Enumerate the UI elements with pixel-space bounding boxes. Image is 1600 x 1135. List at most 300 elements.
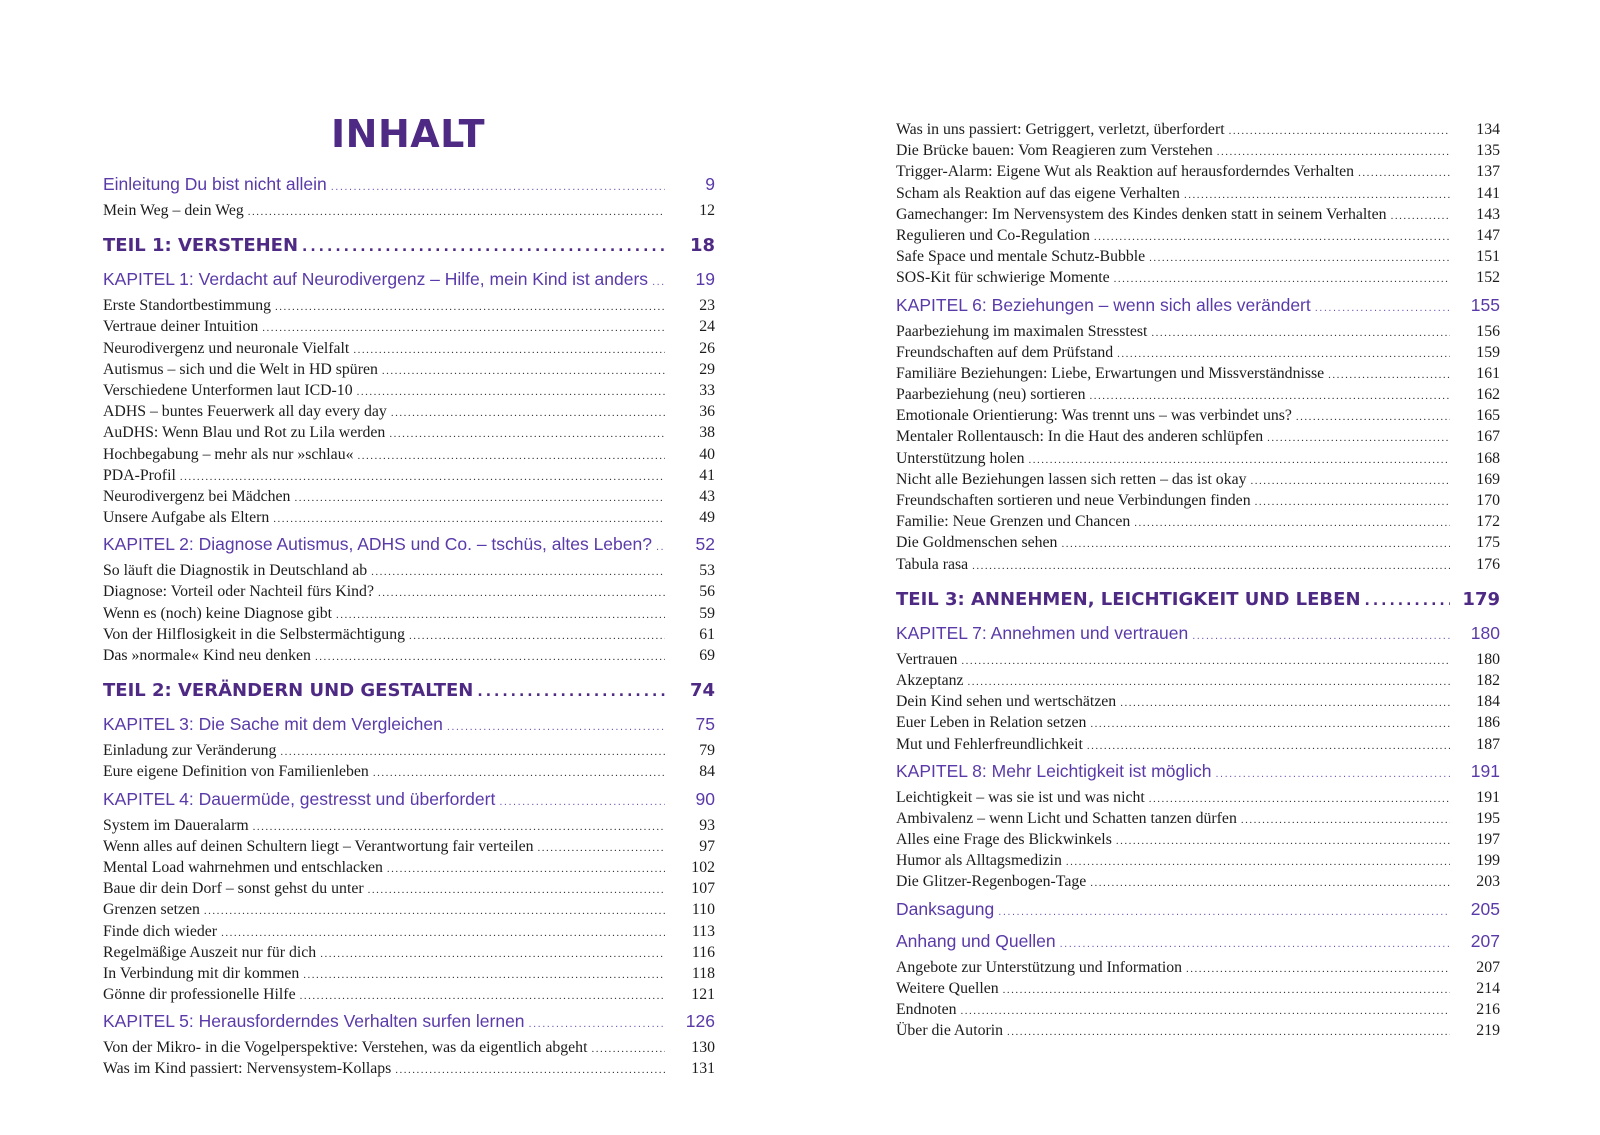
- page-number: 9: [705, 174, 715, 194]
- dot-leader: [353, 344, 665, 356]
- dot-leader: [1007, 1026, 1450, 1038]
- page-number: 130: [691, 1039, 715, 1057]
- toc-entry-title: Freundschaften sortieren und neue Verbindungen finden: [896, 492, 1251, 509]
- page-number: 156: [1476, 322, 1500, 340]
- toc-chapter-heading: [896, 291, 1500, 323]
- toc-entry-title: System im Daueralarm: [103, 816, 249, 834]
- dot-leader: [529, 1018, 665, 1030]
- toc-chapter-heading: [896, 619, 1500, 651]
- page-number: 179: [1462, 588, 1500, 610]
- dot-leader: [382, 365, 665, 377]
- toc-entry-title: Ambivalenz – wenn Licht und Schatten tanzen dürfen: [896, 809, 1237, 827]
- page-number: 143: [1476, 205, 1500, 223]
- toc-entry-title: Anhang und Quellen: [896, 930, 1056, 951]
- toc-chapter-heading: [896, 895, 1500, 927]
- page-number: 69: [699, 647, 715, 664]
- toc-entry: [896, 980, 1500, 1001]
- toc-entry-title: Paarbeziehung (neu) sortieren: [896, 386, 1086, 404]
- dot-leader: [1114, 273, 1450, 285]
- toc-entry: [896, 121, 1500, 142]
- toc-entry: [896, 471, 1500, 492]
- toc-entry-title: Trigger-Alarm: Eigene Wut als Reaktion auf herausforderndes Verhalten: [896, 163, 1355, 181]
- toc-entry-title: Einladung zur Veränderung: [103, 742, 277, 760]
- dot-leader: [652, 276, 665, 288]
- dot-leader: [591, 1043, 665, 1055]
- page-number: 172: [1476, 513, 1500, 531]
- toc-entry: [896, 407, 1500, 428]
- toc-entry: [103, 297, 715, 318]
- toc-entry: [896, 714, 1500, 735]
- toc-entry-title: So läuft die Diagnostik in Deutschland ab: [103, 562, 368, 580]
- dot-leader: [395, 1064, 665, 1076]
- toc-entry: [103, 202, 715, 223]
- toc-entry-title: Tabula rasa: [896, 555, 969, 573]
- toc-entry-title: KAPITEL 5: Herausforderndes Verhalten surfen lernen: [103, 1011, 525, 1032]
- toc-entry-title: TEIL 3: ANNEHMEN, LEICHTIGKEIT UND LEBEN: [896, 588, 1361, 610]
- toc-entry-title: Gamechanger: Im Nervensystem des Kindes denken statt in seinem Verhalten: [896, 205, 1387, 223]
- dot-leader: [961, 655, 1450, 667]
- page-number: 23: [699, 297, 715, 315]
- dot-leader: [1328, 369, 1450, 381]
- page-number: 216: [1476, 1001, 1500, 1018]
- dot-leader: [1229, 125, 1450, 137]
- toc-entry-title: Vertrauen: [896, 650, 958, 668]
- toc-entry: [103, 763, 715, 784]
- dot-leader: [1090, 877, 1450, 889]
- dot-leader: [204, 905, 665, 917]
- toc-entry: [896, 810, 1500, 831]
- page-number: 29: [699, 360, 715, 378]
- page-number: 126: [685, 1011, 715, 1032]
- page-number: 199: [1476, 852, 1500, 870]
- page-number: 97: [699, 837, 715, 855]
- toc-entry-title: Die Glitzer-Regenbogen-Tage: [896, 873, 1087, 891]
- toc-entry-title: KAPITEL 1: Verdacht auf Neurodivergenz – Hilfe, mein Kind ist anders: [103, 269, 649, 290]
- page-number: 19: [695, 269, 715, 290]
- toc-entry-title: Paarbeziehung im maximalen Stresstest: [896, 322, 1148, 340]
- toc-entry: [896, 736, 1500, 757]
- toc-entry: [896, 672, 1500, 693]
- toc-entry: [896, 873, 1500, 894]
- toc-entry-title: Nicht alle Beziehungen lassen sich retten – das ist okay: [896, 470, 1247, 488]
- toc-entry: [103, 605, 715, 626]
- toc-entry-title: Scham als Reaktion auf das eigene Verhalten: [896, 184, 1180, 202]
- page-number: 176: [1476, 555, 1500, 573]
- page-number: 52: [695, 534, 715, 555]
- page-number: 121: [691, 986, 715, 1004]
- dot-leader: [1251, 475, 1450, 487]
- toc-entry: [103, 880, 715, 901]
- dot-leader: [1365, 593, 1450, 609]
- toc-entry-title: Unsere Aufgabe als Eltern: [103, 509, 270, 527]
- page-number: 165: [1476, 407, 1500, 425]
- toc-entry-title: Das »normale« Kind neu denken: [103, 647, 311, 664]
- toc-entry-title: Mentaler Rollentausch: In die Haut des anderen schlüpfen: [896, 428, 1264, 446]
- page-number: 116: [691, 943, 715, 961]
- toc-entry: [896, 450, 1500, 471]
- page-number: 159: [1476, 343, 1500, 361]
- page-number: 84: [699, 763, 715, 781]
- dot-leader: [1090, 718, 1450, 730]
- page-number: 43: [699, 487, 715, 505]
- page-number: 184: [1476, 693, 1500, 711]
- page-number: 56: [699, 583, 715, 601]
- page-number: 74: [689, 680, 715, 702]
- toc-entry-title: Akzeptanz: [896, 671, 964, 689]
- page-number: 175: [1476, 534, 1500, 552]
- page-number: 141: [1476, 184, 1500, 202]
- toc-entry: [896, 386, 1500, 407]
- toc-entry-title: Neurodivergenz bei Mädchen: [103, 487, 291, 505]
- dot-leader: [1358, 167, 1450, 179]
- toc-part-heading: [103, 223, 715, 265]
- dot-leader: [1267, 432, 1450, 444]
- toc-entry-title: PDA-Profil: [103, 466, 176, 484]
- toc-entry-title: Neurodivergenz und neuronale Vielfalt: [103, 339, 350, 357]
- page-number: 33: [699, 381, 715, 399]
- page-number: 170: [1476, 492, 1500, 509]
- toc-entry: [896, 365, 1500, 386]
- page-number: 203: [1476, 873, 1500, 891]
- toc-entry-title: Die Brücke bauen: Vom Reagieren zum Verstehen: [896, 142, 1213, 160]
- dot-leader: [409, 630, 665, 642]
- toc-entry-title: TEIL 1: VERSTEHEN: [103, 235, 299, 257]
- toc-entry-title: Vertraue deiner Intuition: [103, 318, 259, 336]
- toc-entry: [896, 1001, 1500, 1022]
- toc-entry: [103, 1060, 715, 1081]
- dot-leader: [302, 239, 665, 255]
- toc-entry: [103, 361, 715, 382]
- dot-leader: [998, 906, 1450, 918]
- toc-entry-title: TEIL 2: VERÄNDERN UND GESTALTEN: [103, 680, 474, 702]
- toc-entry: [896, 1022, 1500, 1043]
- page-number: 169: [1476, 470, 1500, 488]
- dot-leader: [968, 676, 1450, 688]
- toc-entry-title: Mut und Fehlerfreundlichkeit: [896, 735, 1083, 753]
- toc-entry-title: Einleitung Du bist nicht allein: [103, 174, 327, 194]
- dot-leader: [1134, 517, 1450, 529]
- page-number: 49: [699, 509, 715, 527]
- toc-entry-title: Über die Autorin: [896, 1022, 1004, 1040]
- toc-entry-title: Eure eigene Definition von Familienleben: [103, 763, 369, 781]
- page-number: 162: [1476, 386, 1500, 404]
- dot-leader: [358, 450, 666, 462]
- toc-entry: [896, 534, 1500, 555]
- toc-entry: [103, 901, 715, 922]
- toc-entry-title: Von der Hilflosigkeit in die Selbstermächtigung: [103, 625, 405, 643]
- page-number: 53: [699, 562, 715, 580]
- toc-entry-title: KAPITEL 7: Annehmen und vertrauen: [896, 622, 1189, 643]
- dot-leader: [1060, 938, 1450, 950]
- dot-leader: [387, 863, 665, 875]
- dot-leader: [1391, 210, 1450, 222]
- toc-entry: [103, 986, 715, 1007]
- toc-entry-title: Wenn es (noch) keine Diagnose gibt: [103, 604, 333, 622]
- toc-entry-title: Danksagung: [896, 898, 995, 919]
- toc-chapter-heading: [103, 785, 715, 817]
- page-number: 180: [1476, 650, 1500, 668]
- page-number: 26: [699, 339, 715, 357]
- toc-entry-title: Regelmäßige Auszeit nur für dich: [103, 943, 317, 961]
- toc-entry: [896, 248, 1500, 269]
- toc-entry: [896, 789, 1500, 810]
- toc-entry: [896, 323, 1500, 344]
- toc-entry: [103, 626, 715, 647]
- page-number: 118: [691, 964, 715, 982]
- dot-leader: [447, 721, 665, 733]
- page-number: 107: [691, 880, 715, 898]
- dot-leader: [336, 609, 665, 621]
- toc-entry-title: Von der Mikro- in die Vogelperspektive: Verstehen, was da eigentlich abgeht: [103, 1039, 588, 1057]
- dot-leader: [1117, 348, 1450, 360]
- page-number: 18: [689, 235, 715, 257]
- toc-entry: [896, 556, 1500, 577]
- toc-entry-title: ADHS – buntes Feuerwerk all day every day: [103, 403, 387, 421]
- toc-entry-title: AuDHS: Wenn Blau und Rot zu Lila werden: [103, 424, 386, 442]
- page-number: 168: [1476, 449, 1500, 467]
- dot-leader: [303, 969, 665, 981]
- page-number: 41: [699, 466, 715, 484]
- toc-entry-title: Verschiedene Unterformen laut ICD-10: [103, 381, 353, 399]
- toc-entry-title: Die Goldmenschen sehen: [896, 534, 1058, 552]
- page-number: 152: [1476, 269, 1500, 287]
- toc-entry-title: Finde dich wieder: [103, 922, 218, 940]
- dot-leader: [499, 796, 665, 808]
- toc-entry: [103, 467, 715, 488]
- dot-leader: [378, 587, 665, 599]
- dot-leader: [1087, 740, 1450, 752]
- dot-leader: [368, 884, 665, 896]
- page-number: 135: [1476, 142, 1500, 160]
- dot-leader: [1003, 984, 1450, 996]
- dot-leader: [373, 767, 665, 779]
- page-number: 24: [699, 318, 715, 336]
- page-number: 102: [691, 858, 715, 876]
- page-number: 38: [699, 424, 715, 442]
- dot-leader: [1184, 189, 1450, 201]
- dot-leader: [1315, 302, 1450, 314]
- dot-leader: [248, 206, 665, 218]
- toc-chapter-heading: [896, 757, 1500, 789]
- page-title: INHALT: [331, 112, 485, 156]
- toc-entry: [896, 831, 1500, 852]
- page-number: 155: [1470, 294, 1500, 315]
- dot-leader: [1116, 835, 1450, 847]
- toc-entry: [103, 340, 715, 361]
- page-number: 40: [699, 445, 715, 463]
- toc-entry-title: KAPITEL 4: Dauermüde, gestresst und überfordert: [103, 788, 496, 809]
- toc-entry: [103, 647, 715, 668]
- dot-leader: [300, 990, 665, 1002]
- dot-leader: [262, 322, 665, 334]
- toc-chapter-heading: [896, 927, 1500, 959]
- toc-entry: [103, 403, 715, 424]
- page-number: 90: [695, 788, 715, 809]
- toc-entry-title: Autismus – sich und die Welt in HD spüren: [103, 360, 378, 378]
- page-number: 75: [695, 714, 715, 735]
- toc-entry-title: Regulieren und Co-Regulation: [896, 226, 1090, 244]
- toc-entry: [896, 163, 1500, 184]
- toc-chapter-heading: [103, 1007, 715, 1039]
- dot-leader: [273, 513, 665, 525]
- dot-leader: [1255, 496, 1450, 508]
- page-number: 12: [699, 202, 715, 219]
- toc-entry: [896, 227, 1500, 248]
- dot-leader: [320, 948, 665, 960]
- toc-entry: [103, 944, 715, 965]
- page-number: 205: [1470, 898, 1500, 919]
- toc-entry-title: Was in uns passiert: Getriggert, verletzt, überfordert: [896, 121, 1225, 138]
- toc-entry: [103, 965, 715, 986]
- page-number: 186: [1476, 714, 1500, 732]
- toc-entry-title: Mein Weg – dein Weg: [103, 202, 244, 219]
- page-number: 187: [1476, 735, 1500, 753]
- toc-entry: [103, 488, 715, 509]
- page-number: 191: [1470, 760, 1500, 781]
- toc-left-column: [103, 174, 715, 1082]
- dot-leader: [1217, 146, 1450, 158]
- dot-leader: [1120, 697, 1450, 709]
- dot-leader: [961, 1005, 1450, 1017]
- dot-leader: [221, 927, 665, 939]
- toc-entry-title: Hochbegabung – mehr als nur »schlau«: [103, 445, 354, 463]
- toc-entry-title: Gönne dir professionelle Hilfe: [103, 986, 296, 1004]
- dot-leader: [331, 181, 665, 193]
- toc-entry: [896, 492, 1500, 513]
- dot-leader: [1066, 856, 1450, 868]
- toc-right-column: [896, 121, 1500, 1043]
- page-number: 36: [699, 403, 715, 421]
- toc-chapter-heading: [103, 530, 715, 562]
- page-number: 147: [1476, 226, 1500, 244]
- toc-entry: [896, 852, 1500, 873]
- page-number: 110: [691, 901, 715, 919]
- page-number: 219: [1476, 1022, 1500, 1040]
- dot-leader: [1089, 390, 1450, 402]
- page-number: 197: [1476, 831, 1500, 849]
- toc-entry-title: Emotionale Orientierung: Was trennt uns – was verbindet uns?: [896, 407, 1292, 425]
- page-number: 161: [1476, 364, 1500, 382]
- toc-entry-title: Freundschaften auf dem Prüfstand: [896, 343, 1114, 361]
- page-number: 131: [691, 1060, 715, 1078]
- toc-entry-title: Unterstützung holen: [896, 449, 1025, 467]
- toc-entry: [896, 142, 1500, 163]
- dot-leader: [294, 492, 665, 504]
- page-number: 214: [1476, 979, 1500, 997]
- toc-entry: [103, 318, 715, 339]
- dot-leader: [391, 407, 665, 419]
- toc-part-heading: [896, 577, 1500, 619]
- toc-entry: [103, 817, 715, 838]
- toc-entry-title: SOS-Kit für schwierige Momente: [896, 269, 1110, 287]
- page-number: 180: [1470, 622, 1500, 643]
- toc-entry-title: Mental Load wahrnehmen und entschlacken: [103, 858, 383, 876]
- toc-entry-title: KAPITEL 2: Diagnose Autismus, ADHS und Co. – tschüs, altes Leben?: [103, 534, 652, 555]
- toc-entry-title: Safe Space und mentale Schutz-Bubble: [896, 248, 1146, 266]
- toc-entry: [103, 838, 715, 859]
- page-number: 191: [1476, 788, 1500, 806]
- toc-entry-title: Grenzen setzen: [103, 901, 200, 919]
- toc-entry: [103, 742, 715, 763]
- toc-entry-title: Familie: Neue Grenzen und Chancen: [896, 513, 1131, 531]
- toc-entry: [103, 562, 715, 583]
- toc-entry-title: Was im Kind passiert: Nervensystem-Kollaps: [103, 1060, 392, 1078]
- toc-entry: [896, 513, 1500, 534]
- page-number: 93: [699, 816, 715, 834]
- page-number: 195: [1476, 809, 1500, 827]
- toc-entry: [103, 1039, 715, 1060]
- dot-leader: [280, 746, 665, 758]
- dot-leader: [275, 301, 665, 313]
- dot-leader: [253, 821, 665, 833]
- dot-leader: [538, 842, 665, 854]
- toc-chapter-heading: [103, 265, 715, 297]
- page-number: 207: [1470, 930, 1500, 951]
- toc-entry-title: KAPITEL 8: Mehr Leichtigkeit ist möglich: [896, 760, 1212, 781]
- dot-leader: [477, 684, 665, 700]
- dot-leader: [1151, 327, 1450, 339]
- toc-entry-title: Humor als Alltagsmedizin: [896, 852, 1062, 870]
- dot-leader: [1094, 231, 1450, 243]
- page-number: 134: [1476, 121, 1500, 138]
- toc-entry: [103, 446, 715, 467]
- dot-leader: [1061, 538, 1450, 550]
- dot-leader: [389, 428, 665, 440]
- toc-entry-title: Wenn alles auf deinen Schultern liegt – Verantwortung fair verteilen: [103, 837, 534, 855]
- dot-leader: [1029, 454, 1450, 466]
- toc-chapter-heading: [103, 710, 715, 742]
- toc-entry-title: Erste Standortbestimmung: [103, 297, 272, 315]
- toc-entry-title: Endnoten: [896, 1001, 957, 1018]
- toc-entry: [103, 424, 715, 445]
- toc-entry: [103, 509, 715, 530]
- toc-entry: [103, 583, 715, 604]
- toc-chapter-heading: [103, 174, 715, 202]
- toc-entry: [896, 693, 1500, 714]
- dot-leader: [1296, 411, 1450, 423]
- toc-entry: [896, 651, 1500, 672]
- dot-leader: [1192, 630, 1450, 642]
- dot-leader: [1186, 963, 1450, 975]
- page-number: 207: [1476, 958, 1500, 976]
- page-number: 113: [691, 922, 715, 940]
- dot-leader: [1149, 252, 1450, 264]
- toc-entry-title: Dein Kind sehen und wertschätzen: [896, 693, 1117, 711]
- page-number: 59: [699, 604, 715, 622]
- dot-leader: [972, 560, 1450, 572]
- dot-leader: [656, 541, 665, 553]
- toc-entry: [896, 206, 1500, 227]
- toc-entry: [103, 382, 715, 403]
- toc-entry: [103, 923, 715, 944]
- toc-entry: [896, 959, 1500, 980]
- toc-entry-title: Angebote zur Unterstützung und Information: [896, 958, 1183, 976]
- toc-entry-title: Diagnose: Vorteil oder Nachteil fürs Kind?: [103, 583, 374, 601]
- toc-entry-title: Euer Leben in Relation setzen: [896, 714, 1087, 732]
- page-number: 167: [1476, 428, 1500, 446]
- toc-entry-title: In Verbindung mit dir kommen: [103, 964, 300, 982]
- dot-leader: [1149, 793, 1450, 805]
- toc-entry-title: Alles eine Frage des Blickwinkels: [896, 831, 1112, 849]
- toc-entry-title: Familiäre Beziehungen: Liebe, Erwartungen und Missverständnisse: [896, 364, 1325, 382]
- page-number: 61: [699, 625, 715, 643]
- dot-leader: [1215, 768, 1450, 780]
- toc-entry: [896, 428, 1500, 449]
- toc-entry: [896, 269, 1500, 290]
- page-number: 182: [1476, 671, 1500, 689]
- toc-entry: [103, 859, 715, 880]
- page-number: 79: [699, 742, 715, 760]
